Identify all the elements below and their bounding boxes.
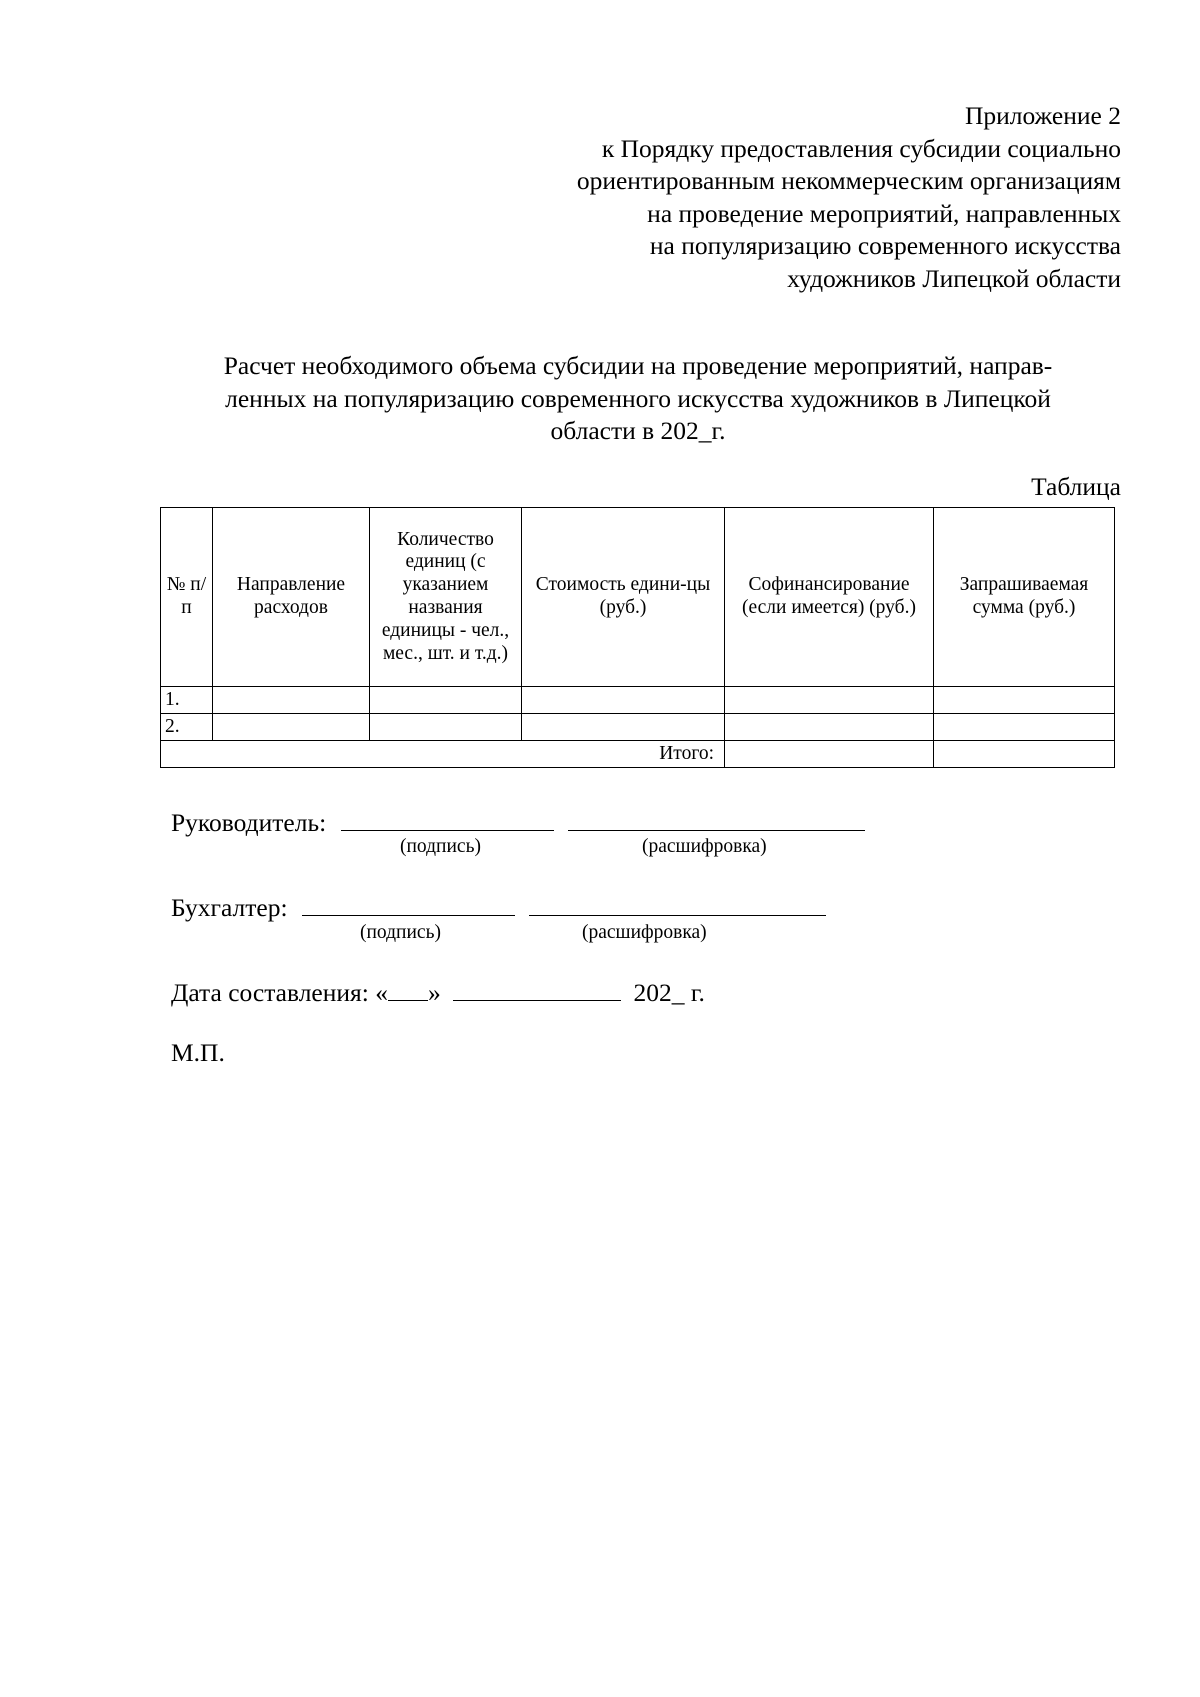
table-cell [522, 687, 725, 714]
head-signature-line [171, 808, 865, 838]
appendix-line: на проведение мероприятий, направленных [647, 198, 1121, 228]
date-month-blank [453, 978, 621, 1001]
appendix-line: Приложение 2 [965, 101, 1121, 130]
table-row [161, 687, 1115, 714]
accountant-signature-blank [302, 893, 515, 916]
header-unit-count: Количество единиц (с указанием названия единицы - чел., мес., шт. и т.д.) [370, 508, 522, 687]
table-cell: 2. [161, 714, 213, 741]
table-total-row [161, 741, 1115, 768]
head-label: Руководитель: [171, 808, 327, 837]
table-cell: 1. [161, 687, 213, 714]
appendix-line: к Порядку предоставления субсидии социально [601, 133, 1121, 163]
date-day-blank [388, 978, 428, 1001]
table-row [161, 714, 1115, 741]
appendix-line: на популяризацию современного искусства [649, 231, 1121, 261]
head-decode-caption: (расшифровка) [642, 836, 767, 857]
appendix-header [577, 100, 1121, 296]
header-number: № п/п [161, 508, 213, 687]
table-cell [213, 687, 370, 714]
title-line: области в 202_г. [550, 416, 726, 446]
date-line [171, 978, 705, 1008]
head-decode-blank [568, 808, 865, 831]
appendix-line: художников Липецкой области [787, 263, 1121, 293]
table-label: Таблица [1031, 472, 1121, 501]
accountant-decode-blank [529, 893, 826, 916]
total-requested-cell [934, 741, 1115, 768]
title-line: ленных на популяризацию современного искусства художников в Липецкой [225, 383, 1051, 413]
date-label: Дата составления: « [171, 978, 388, 1007]
table-cell [370, 687, 522, 714]
table-cell [213, 714, 370, 741]
table-header-row [161, 508, 1115, 687]
head-signature-caption: (подпись) [400, 836, 481, 857]
accountant-decode-caption: (расшифровка) [582, 922, 707, 943]
document-title [165, 350, 1111, 448]
header-requested-sum: Запрашиваемая сумма (руб.) [934, 508, 1115, 687]
table-cell [370, 714, 522, 741]
accountant-signature-caption: (подпись) [360, 922, 441, 943]
date-close-quote: » [427, 978, 441, 1007]
header-expense-direction: Направление расходов [213, 508, 370, 687]
accountant-label: Бухгалтер: [171, 893, 288, 922]
table-cell [725, 714, 934, 741]
head-signature-blank [341, 808, 554, 831]
date-year: 202_ г. [633, 978, 705, 1007]
total-label: Итого: [161, 741, 725, 768]
subsidy-calculation-table [160, 507, 1115, 768]
total-cofinancing-cell [725, 741, 934, 768]
appendix-line: ориентированным некоммерческим организациям [576, 166, 1121, 196]
header-cofinancing: Софинансирование (если имеется) (руб.) [725, 508, 934, 687]
header-unit-cost: Стоимость едини-цы (руб.) [522, 508, 725, 687]
accountant-signature-line [171, 893, 826, 923]
table-cell [725, 687, 934, 714]
table-cell [934, 687, 1115, 714]
table-cell [522, 714, 725, 741]
stamp-place: М.П. [171, 1038, 225, 1067]
table-cell [934, 714, 1115, 741]
title-line: Расчет необходимого объема субсидии на проведение мероприятий, направ- [223, 351, 1053, 380]
